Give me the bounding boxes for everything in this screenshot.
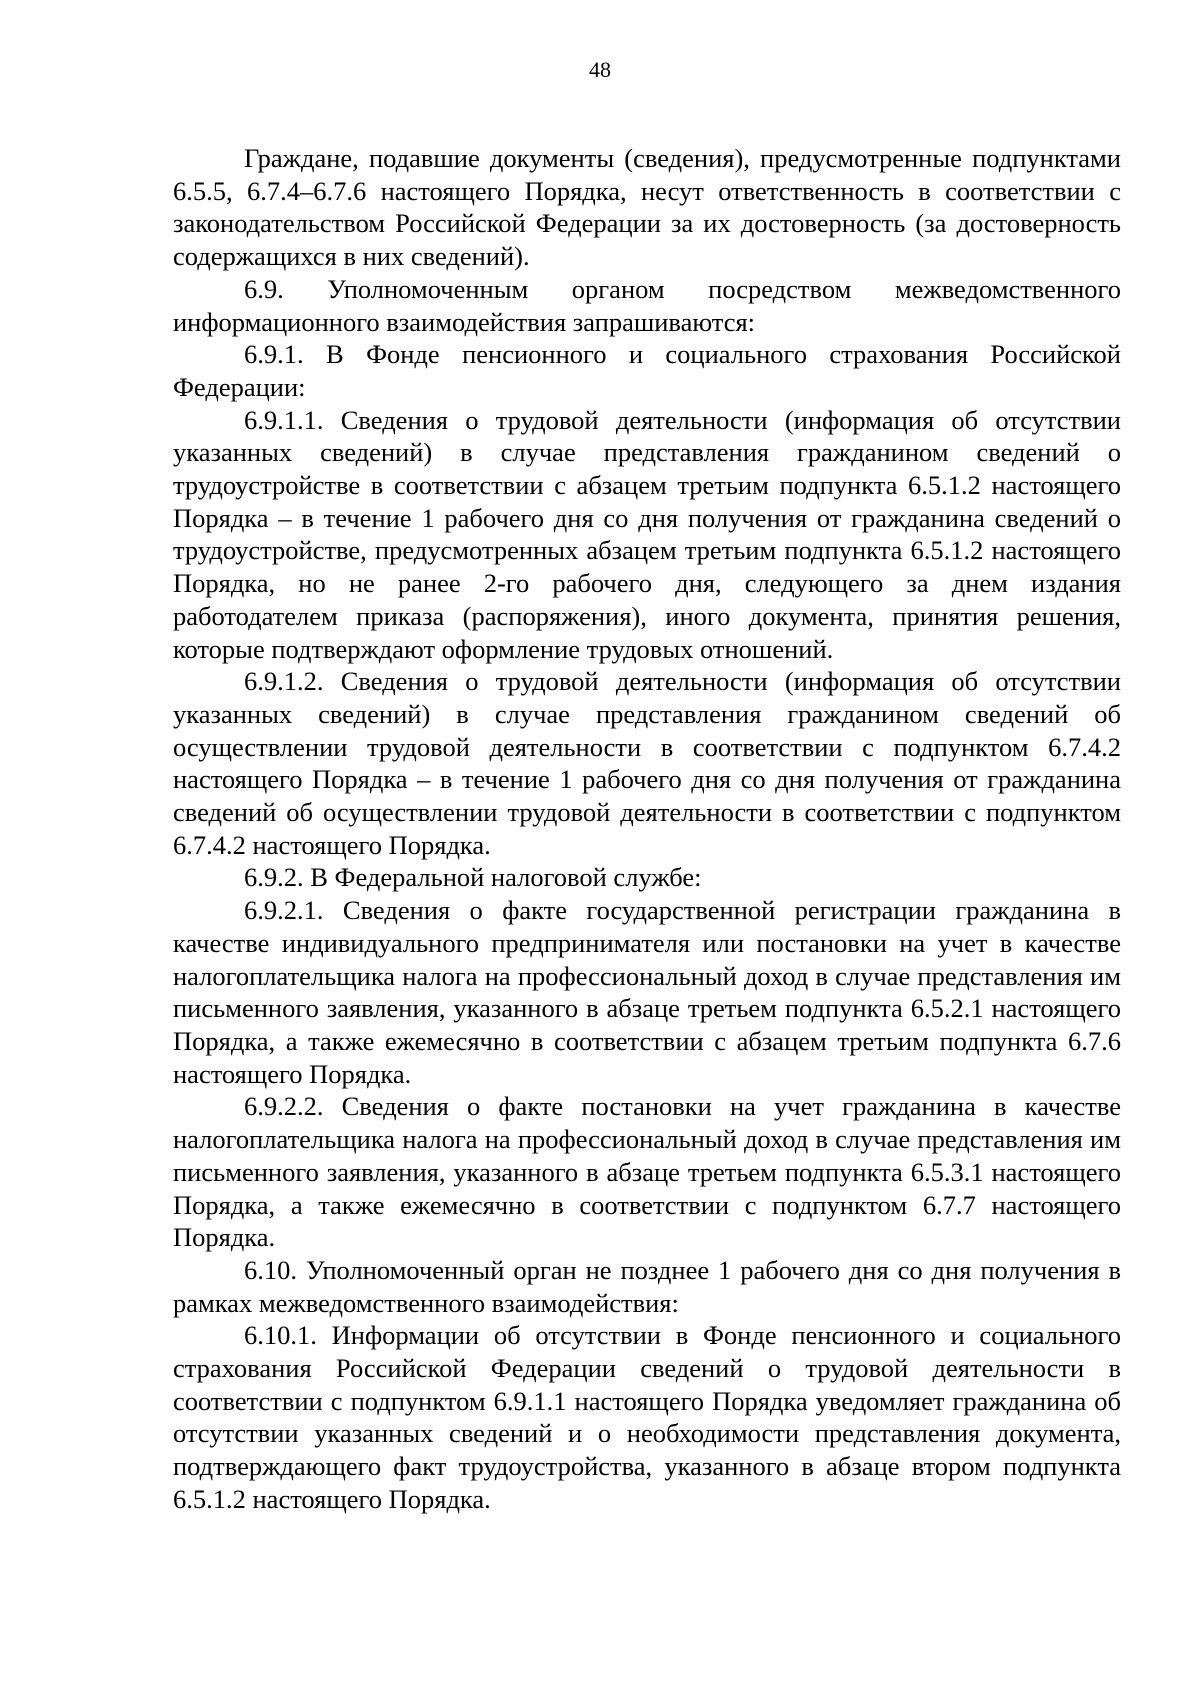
paragraph-6-10: 6.10. Уполномоченный орган не позднее 1 рабочего дня со дня получения в рамках межведомственного взаимодействия: [173,1254,1121,1318]
paragraph-6-9-1-2: 6.9.1.2. Сведения о трудовой деятельности (информация об отсутствии указанных сведений) в случае представления гражданином сведений об осуществлении трудовой деятельности в соответствии с подпунктом 6.7.4.2 настоящего Порядка – в течение 1 рабочего дня со дня получения от гражданина сведений об осуществлении трудовой деятельности в соответствии с подпунктом 6.7.4.2 настоящего Порядка. [173,666,1121,860]
paragraph-6-9-2: 6.9.2. В Федеральной налоговой службе: [244,862,702,893]
paragraph-6-10-1: 6.10.1. Информации об отсутствии в Фонде пенсионного и социального страхования Российской Федерации сведений о трудовой деятельности в соответствии с подпунктом 6.9.1.1 настоящего Порядка уведомляет гражданина об отсутствии указанных сведений и о необходимости представления документа, подтверждающего факт трудоустройства, указанного в абзаце втором подпункта 6.5.1.2 настоящего Порядка. [173,1320,1121,1514]
page-number: 48 [589,57,611,82]
paragraph-6-9-1-1: 6.9.1.1. Сведения о трудовой деятельности (информация об отсутствии указанных сведений) в случае представления гражданином сведений о трудоустройстве в соответствии с абзацем третьим подпункта 6.5.1.2 настоящего Порядка – в течение 1 рабочего дня со дня получения от гражданина сведений о трудоустройстве, предусмотренных абзацем третьим подпункта 6.5.1.2 настоящего Порядка, но не ранее 2-го рабочего дня, следующего за днем издания работодателем приказа (распоряжения), иного документа, принятия решения, которые подтверждают оформление трудовых отношений. [173,404,1121,664]
document-body [173,142,1121,1516]
paragraph-6-9-1: 6.9.1. В Фонде пенсионного и социального страхования Российской Федерации: [173,339,1121,402]
paragraph-6-9: 6.9. Уполномоченным органом посредством межведомственного информационного взаимодействия запрашиваются: [173,273,1121,337]
paragraph-citizens-responsibility: Граждане, подавшие документы (сведения), предусмотренные подпунктами 6.5.5, 6.7.4–6.7.6 настоящего Порядка, несут ответственность в соответствии с законодательством Российской Федерации за их достоверность (за достоверность содержащихся в них сведений). [173,143,1121,272]
paragraph-6-9-2-2: 6.9.2.2. Сведения о факте постановки на учет гражданина в качестве налогоплательщика налога на профессиональный доход в случае представления им письменного заявления, указанного в абзаце третьем подпункта 6.5.3.1 настоящего Порядка, а также ежемесячно в соответствии с подпунктом 6.7.7 настоящего Порядка. [173,1091,1121,1253]
paragraph-6-9-2-1: 6.9.2.1. Сведения о факте государственной регистрации гражданина в качестве индивидуального предпринимателя или постановки на учет в качестве налогоплательщика налога на профессиональный доход в случае представления им письменного заявления, указанного в абзаце третьем подпункта 6.5.2.1 настоящего Порядка, а также ежемесячно в соответствии с абзацем третьим подпункта 6.7.6 настоящего Порядка. [173,895,1121,1089]
